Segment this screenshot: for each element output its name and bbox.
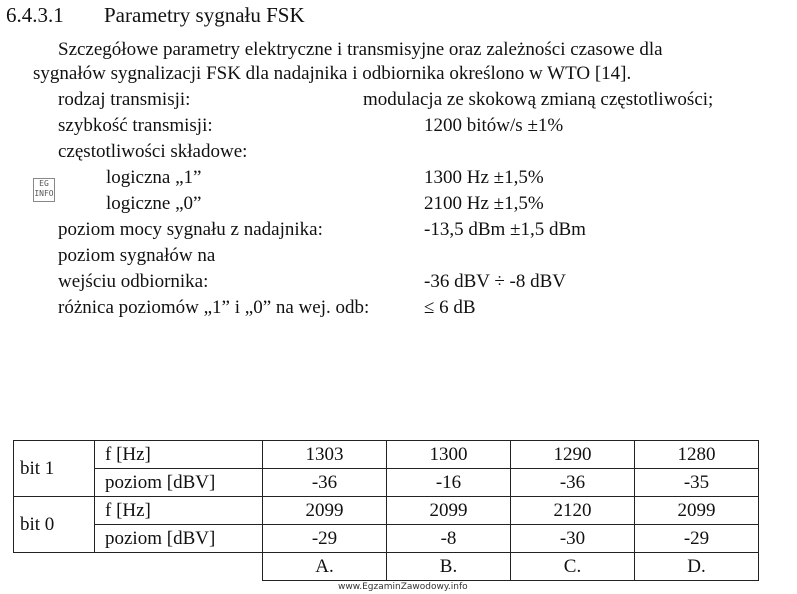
- row-label-freq: f [Hz]: [95, 497, 263, 525]
- watermark-logo: EG INFO: [33, 178, 55, 202]
- level-difference-value: ≤ 6 dB: [424, 297, 476, 318]
- cell-bit0-level-d: -29: [635, 525, 759, 553]
- table-row: [14, 497, 759, 525]
- rx-level-label-line2: wejściu odbiornika:: [58, 271, 209, 292]
- speed-label: szybkość transmisji:: [58, 115, 213, 136]
- blank-cell: [95, 553, 263, 581]
- answer-table: [13, 440, 759, 581]
- table-row: [14, 469, 759, 497]
- cell-bit0-freq-a: 2099: [263, 497, 387, 525]
- cell-bit0-level-b: -8: [387, 525, 511, 553]
- blank-cell: [14, 553, 95, 581]
- frequencies-label: częstotliwości składowe:: [58, 141, 248, 162]
- cell-bit1-freq-b: 1300: [387, 441, 511, 469]
- row-label-level: poziom [dBV]: [95, 469, 263, 497]
- cell-bit1-level-c: -36: [511, 469, 635, 497]
- table-row: [14, 525, 759, 553]
- logic0-value: 2100 Hz ±1,5%: [424, 193, 544, 214]
- cell-bit0-freq-b: 2099: [387, 497, 511, 525]
- section-number: 6.4.3.1: [6, 3, 64, 27]
- bit0-label: bit 0: [14, 497, 95, 553]
- footer-url: www.EgzaminZawodowy.info: [338, 582, 468, 592]
- cell-bit1-freq-c: 1290: [511, 441, 635, 469]
- row-label-freq: f [Hz]: [95, 441, 263, 469]
- section-heading: [6, 3, 305, 28]
- tx-power-value: -13,5 dBm ±1,5 dBm: [424, 219, 586, 240]
- cell-bit0-freq-c: 2120: [511, 497, 635, 525]
- cell-bit1-level-b: -16: [387, 469, 511, 497]
- transmission-type-label: rodzaj transmisji:: [58, 89, 191, 110]
- logic1-label: logiczna „1”: [106, 167, 202, 188]
- section-title: Parametry sygnału FSK: [104, 3, 305, 27]
- option-b[interactable]: B.: [387, 553, 511, 581]
- option-d[interactable]: D.: [635, 553, 759, 581]
- row-label-level: poziom [dBV]: [95, 525, 263, 553]
- intro-paragraph: [33, 38, 796, 86]
- cell-bit0-freq-d: 2099: [635, 497, 759, 525]
- intro-line-1: Szczegółowe parametry elektryczne i transmisyjne oraz zależności czasowe dla: [58, 39, 663, 60]
- intro-line-2: sygnałów sygnalizacji FSK dla nadajnika i odbiornika określono w WTO [14].: [33, 63, 632, 84]
- cell-bit1-freq-d: 1280: [635, 441, 759, 469]
- cell-bit0-level-a: -29: [263, 525, 387, 553]
- cell-bit1-level-d: -35: [635, 469, 759, 497]
- table-row-options: [14, 553, 759, 581]
- logic0-label: logiczne „0”: [106, 193, 202, 214]
- tx-power-label: poziom mocy sygnału z nadajnika:: [58, 219, 323, 240]
- logic1-value: 1300 Hz ±1,5%: [424, 167, 544, 188]
- cell-bit1-freq-a: 1303: [263, 441, 387, 469]
- rx-level-value: -36 dBV ÷ -8 dBV: [424, 271, 567, 292]
- bit1-label: bit 1: [14, 441, 95, 497]
- option-a[interactable]: A.: [263, 553, 387, 581]
- rx-level-label-line1: poziom sygnałów na: [58, 245, 216, 266]
- transmission-type-value: modulacja ze skokową zmianą częstotliwości;: [363, 89, 714, 110]
- level-difference-label: różnica poziomów „1” i „0” na wej. odb:: [58, 297, 370, 318]
- speed-value: 1200 bitów/s ±1%: [424, 115, 564, 136]
- cell-bit0-level-c: -30: [511, 525, 635, 553]
- option-c[interactable]: C.: [511, 553, 635, 581]
- cell-bit1-level-a: -36: [263, 469, 387, 497]
- table-row: [14, 441, 759, 469]
